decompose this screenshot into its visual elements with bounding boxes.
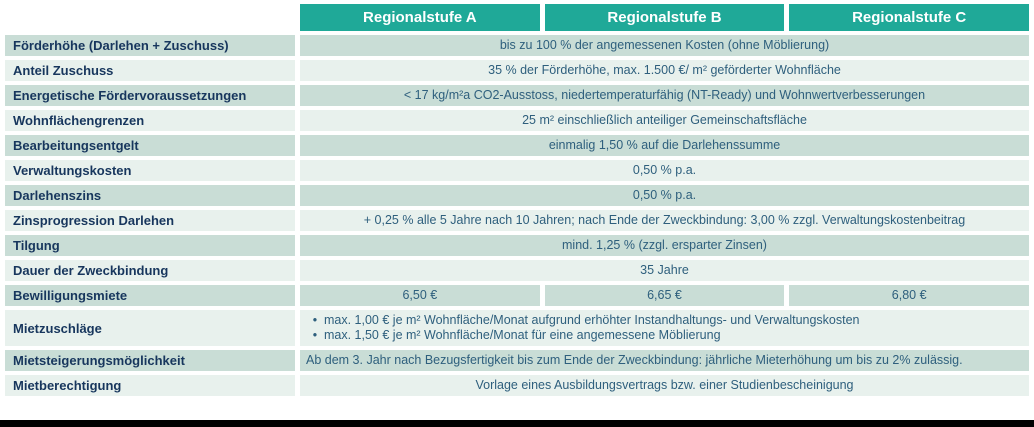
bullet-text: max. 1,00 € je m² Wohnfläche/Monat aufgrund erhöhter Instandhaltungs- und Verwaltungskosten: [324, 313, 860, 327]
table-row: [5, 235, 1029, 256]
table-row: [5, 310, 1029, 346]
row-label-anteil-zuschuss: Anteil Zuschuss: [5, 60, 295, 81]
row-label-tilgung: Tilgung: [5, 235, 295, 256]
bottom-border-bar: [0, 420, 1034, 427]
table-row: [5, 110, 1029, 131]
bullet-item: [306, 313, 1021, 328]
table-row: [5, 350, 1029, 371]
row-label-mietberechtigung: Mietberechtigung: [5, 375, 295, 396]
value-bewilligungsmiete-b: 6,65 €: [545, 285, 785, 306]
table-row: [5, 210, 1029, 231]
table-row: [5, 375, 1029, 396]
row-label-energetische-voraussetzungen: Energetische Fördervoraussetzungen: [5, 85, 295, 106]
bullet-item: [306, 328, 1021, 343]
row-label-verwaltungskosten: Verwaltungskosten: [5, 160, 295, 181]
bullet-text: max. 1,50 € je m² Wohnfläche/Monat für eine angemessene Möblierung: [324, 328, 721, 342]
row-label-zinsprogression: Zinsprogression Darlehen: [5, 210, 295, 231]
value-bearbeitungsentgelt: einmalig 1,50 % auf die Darlehenssumme: [300, 135, 1029, 156]
row-label-mietsteigerungsmoeglichkeit: Mietsteigerungsmöglichkeit: [5, 350, 295, 371]
value-mietzuschlaege: [300, 310, 1029, 346]
value-mietberechtigung: Vorlage eines Ausbildungsvertrags bzw. einer Studienbescheinigung: [300, 375, 1029, 396]
value-bewilligungsmiete-c: 6,80 €: [789, 285, 1029, 306]
value-foerderhoehe: bis zu 100 % der angemessenen Kosten (ohne Möblierung): [300, 35, 1029, 56]
table-row: [5, 160, 1029, 181]
table-row: [5, 85, 1029, 106]
value-verwaltungskosten: 0,50 % p.a.: [300, 160, 1029, 181]
table-row: [5, 135, 1029, 156]
value-wohnflaechengrenzen: 25 m² einschließlich anteiliger Gemeinschaftsfläche: [300, 110, 1029, 131]
row-label-wohnflaechengrenzen: Wohnflächengrenzen: [5, 110, 295, 131]
value-energetische-voraussetzungen: < 17 kg/m²a CO2-Ausstoss, niedertemperaturfähig (NT-Ready) und Wohnwertverbesserungen: [300, 85, 1029, 106]
column-header-regionalstufe-b: Regionalstufe B: [545, 4, 785, 31]
value-zinsprogression: + 0,25 % alle 5 Jahre nach 10 Jahren; nach Ende der Zweckbindung: 3,00 % zzgl. Verwaltungskostenbeitrag: [300, 210, 1029, 231]
table-row: [5, 285, 1029, 306]
row-label-dauer-zweckbindung: Dauer der Zweckbindung: [5, 260, 295, 281]
value-tilgung: mind. 1,25 % (zzgl. ersparter Zinsen): [300, 235, 1029, 256]
table-row: [5, 35, 1029, 56]
table-row: [5, 60, 1029, 81]
table-row: [5, 185, 1029, 206]
row-label-mietzuschlaege: Mietzuschläge: [5, 310, 295, 346]
row-label-foerderhoehe: Förderhöhe (Darlehen + Zuschuss): [5, 35, 295, 56]
value-darlehenszins: 0,50 % p.a.: [300, 185, 1029, 206]
value-dauer-zweckbindung: 35 Jahre: [300, 260, 1029, 281]
bullet-icon: •: [312, 328, 318, 342]
column-header-regionalstufe-c: Regionalstufe C: [789, 4, 1029, 31]
row-label-bearbeitungsentgelt: Bearbeitungsentgelt: [5, 135, 295, 156]
value-bewilligungsmiete-a: 6,50 €: [300, 285, 540, 306]
header-row: [5, 4, 1029, 31]
row-label-darlehenszins: Darlehenszins: [5, 185, 295, 206]
bullet-icon: •: [312, 313, 318, 327]
row-label-bewilligungsmiete: Bewilligungsmiete: [5, 285, 295, 306]
corner-cell: [5, 4, 295, 31]
column-header-regionalstufe-a: Regionalstufe A: [300, 4, 540, 31]
table-row: [5, 260, 1029, 281]
value-anteil-zuschuss: 35 % der Förderhöhe, max. 1.500 €/ m² geförderter Wohnfläche: [300, 60, 1029, 81]
value-mietsteigerungsmoeglichkeit: Ab dem 3. Jahr nach Bezugsfertigkeit bis zum Ende der Zweckbindung: jährliche Mieterhöhung um bis zu 2% zulässig.: [300, 350, 1029, 371]
